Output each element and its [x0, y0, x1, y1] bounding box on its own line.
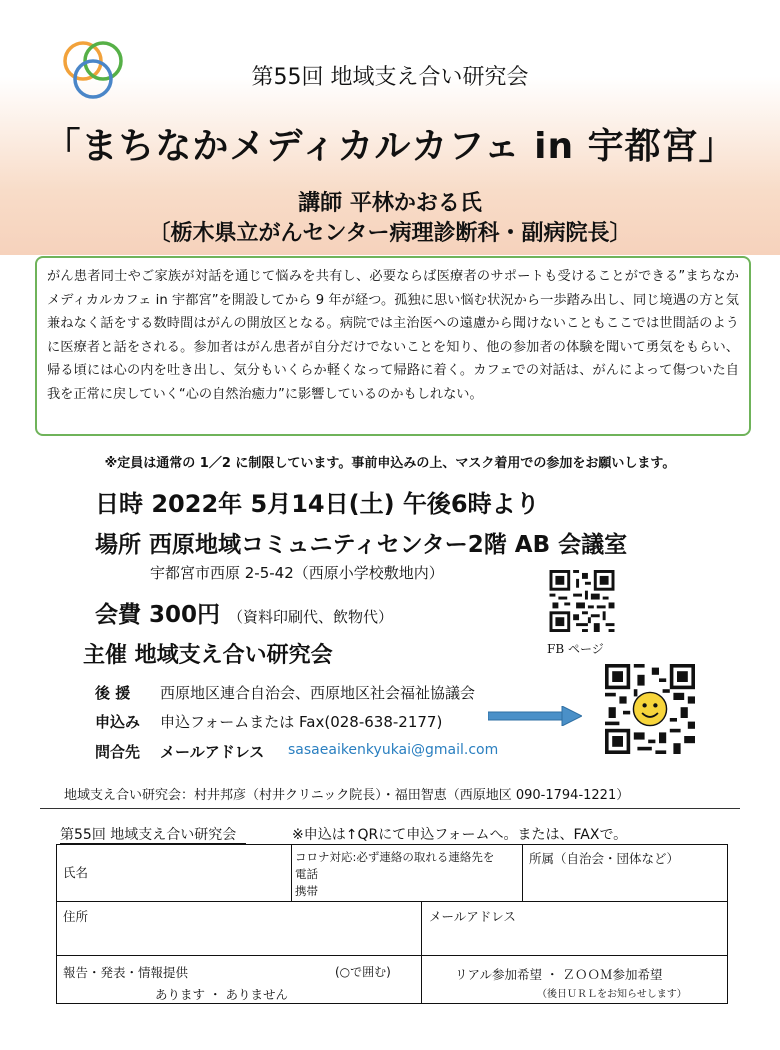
- fb-qr-code-icon[interactable]: [549, 570, 615, 632]
- description-text: がん患者同士やご家族が対話を通じて悩みを共有し、必要ならば医療者のサポートも受けることができる”まちなかメディカルカフェ in 宇都宮”を開設してから 9 年が経つ。孤独に思い悩む状況から一歩踏み出し、同じ境遇の方と気兼ねなく話をする数時間はがんの開放区となる。病院では主治医への遠慮から聞けないこともここでは世間話のように医療者と話をされる。参加者はがん患者が自分だけでないことを知り、他の参加者の体験を聞いて勇気をもらい、帰る頃には心の内を吐き出し、気分もいくらか軽くなって帰路に着く。カフェでの対話は、がんによって傷ついた自我を正常に戻していく“心の自然治癒力”に影響しているのかもしれない。: [47, 269, 739, 402]
- lecturer-name: 講師 平林かおる氏: [298, 191, 482, 216]
- support-value: 西原地区連合自治会、西原地区社会福祉協議会: [160, 684, 476, 702]
- capacity-notice: ※定員は通常の 1／2 に制限しています。事前申込みの上、マスク着用での参加をお願いします。: [104, 456, 676, 471]
- form-address-field[interactable]: 住所: [63, 909, 89, 924]
- lecturer-affiliation: 〔栃木県立がんセンター病理診断科・副病院長〕: [148, 221, 632, 246]
- form-name-field[interactable]: 氏名: [63, 865, 89, 880]
- fee-amount: 会費 300円: [95, 602, 221, 628]
- form-rule: [57, 955, 727, 956]
- arrow-right-icon: [488, 706, 582, 726]
- form-report-label: 報告・発表・情報提供: [63, 965, 189, 980]
- contact-email-link[interactable]: sasaeaikenkyukai@gmail.com: [288, 742, 499, 758]
- divider: [40, 808, 740, 809]
- fb-page-caption: FB ページ: [547, 642, 604, 656]
- form-report-options[interactable]: あります ・ ありません: [155, 987, 288, 1002]
- form-series-title: [60, 824, 246, 844]
- apply-value: 申込フォームまたは Fax(028-638-2177): [160, 713, 443, 731]
- event-host: 主催 地域支え合い研究会: [83, 643, 333, 668]
- form-url-note: （後日ＵＲＬをお知らせします）: [537, 989, 687, 1000]
- inquiry-label: 問合先: [95, 743, 141, 761]
- form-email-field[interactable]: メールアドレス: [429, 909, 516, 924]
- form-rule: [57, 901, 727, 902]
- application-qr-code-icon[interactable]: [604, 664, 696, 754]
- application-form-table: [56, 844, 728, 1004]
- form-attendance-options[interactable]: リアル参加希望 ・ ＺＯＯＭ参加希望: [455, 967, 663, 982]
- series-title: 第55回 地域支え合い研究会: [251, 65, 529, 90]
- form-rule: [522, 845, 523, 901]
- support-label: 後 援: [95, 684, 131, 702]
- inquiry-value: メールアドレス: [160, 743, 265, 761]
- form-phone-field[interactable]: 電話: [295, 867, 318, 881]
- form-mobile-field[interactable]: 携帯: [295, 884, 318, 898]
- form-rule: [421, 901, 422, 1004]
- event-fee: [95, 596, 393, 629]
- apply-label: 申込み: [95, 713, 141, 731]
- form-phone-note: コロナ対応:必ず連絡の取れる連絡先を: [295, 850, 495, 864]
- form-series-text: 第55回 地域支え合い研究会: [60, 827, 246, 844]
- form-rule: [291, 845, 292, 901]
- form-instruction: ※申込は↑QRにて申込フォームへ。または、FAXで。: [292, 827, 628, 843]
- description-box: [35, 256, 751, 436]
- fee-note: （資料印刷代、飲物代）: [228, 608, 394, 626]
- event-date: 日時 2022年 5月14日(土) 午後6時より: [95, 490, 540, 518]
- form-circle-note: (○で囲む): [335, 965, 391, 979]
- event-title: 「まちなかメディカルカフェ in 宇都宮」: [44, 126, 736, 167]
- event-address: 宇都宮市西原 2-5-42（西原小学校敷地内）: [150, 564, 444, 582]
- organizer-contacts: 地域支え合い研究会：村井邦彦（村井クリニック院長）・福田智恵（西原地区 090-1794-1221）: [64, 788, 630, 803]
- event-place: 場所 西原地域コミュニティセンター2階 AB 会議室: [95, 532, 628, 558]
- form-affiliation-field[interactable]: 所属（自治会・団体など）: [529, 851, 680, 866]
